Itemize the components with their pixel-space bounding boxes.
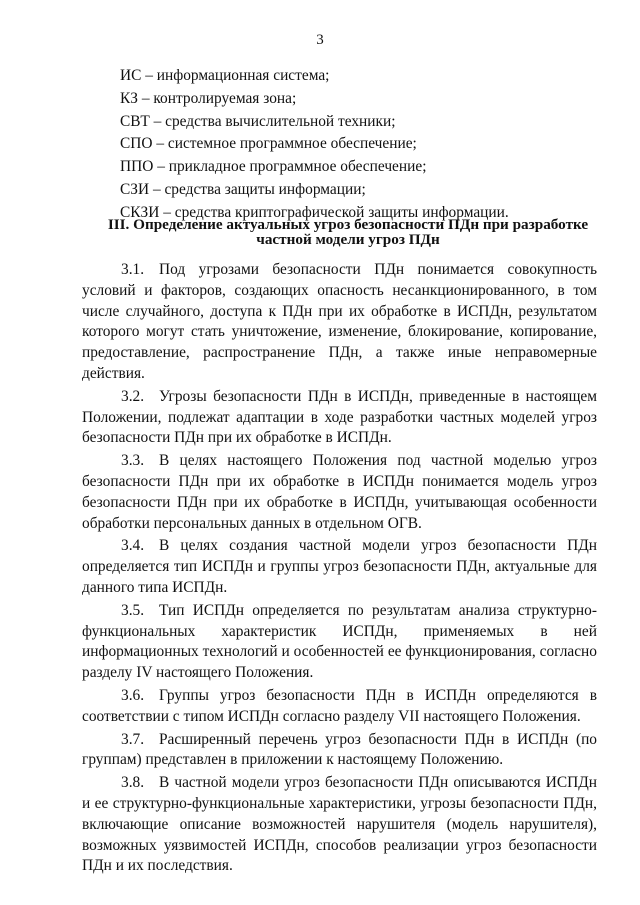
paragraph [82, 260, 597, 385]
paragraph [82, 730, 597, 772]
paragraph-text: Под угрозами безопасности ПДн понимается совокупность условий и факторов, создающих опасность несанкционированного, в том числе случайного, доступа к ПДн при их обработке в ИСПДн, результатом которого могут стать уничтожение, изменение, блокирование, копирование, предоставление, распространение ПДн, а также иные неправомерные действия. [82, 261, 597, 382]
paragraph-text: Угрозы безопасности ПДн в ИСПДн, приведенные в настоящем Положении, подлежат адаптации в ходе разработки частных моделей угроз безопасности ПДн при их обработке в ИСПДн. [82, 387, 597, 447]
paragraph-number: 3.8. [121, 774, 145, 792]
paragraph-number: 3.6. [121, 686, 145, 704]
paragraph-number: 3.1. [121, 261, 145, 278]
abbreviation-item: ППО – прикладное программное обеспечение; [120, 158, 427, 176]
section-body [82, 260, 597, 879]
paragraph [82, 536, 597, 598]
paragraph-number: 3.5. [121, 601, 145, 619]
paragraph-number: 3.3. [121, 452, 145, 470]
abbreviation-item: СПО – системное программное обеспечение; [120, 135, 417, 153]
paragraph [82, 601, 597, 684]
abbreviation-item: СЗИ – средства защиты информации; [120, 180, 366, 198]
paragraph-text: Тип ИСПДн определяется по результатам анализа структурно-функциональных характеристик ИСПДн, применяемых в ней информационных технологий и особенностей ее функционирования, согласно разделу IV настоящего Положения. [82, 601, 597, 682]
section-heading [98, 218, 598, 248]
paragraph-text: В частной модели угроз безопасности ПДн описываются ИСПДн и ее структурно-функциональные характеристики, угрозы безопасности ПДн, включающие описание возможностей нарушителя (модель нарушителя), возможных уязвимостей ИСПДн, способов реализации угроз безопасности ПДн и их последствия. [82, 774, 597, 875]
paragraph-number: 3.7. [121, 730, 145, 748]
page-number: 3 [316, 32, 324, 48]
abbreviation-item: СВТ – средства вычислительной техники; [120, 112, 396, 130]
section-heading-line: III. Определение актуальных угроз безопасности ПДн при разработке [107, 216, 589, 233]
paragraph [82, 451, 597, 534]
paragraph-text: В целях создания частной модели угроз безопасности ПДн определяется тип ИСПДн и группы угроз безопасности ПДн, актуальные для данного типа ИСПДн. [82, 537, 597, 596]
abbreviation-item: СКЗИ – средства криптографической защиты информации. [120, 203, 509, 221]
paragraph-number: 3.2. [121, 387, 145, 405]
abbreviation-item: ИС – информационная система; [120, 67, 330, 84]
paragraph-text: Расширенный перечень угроз безопасности ПДн в ИСПДн (по группам) представлен в приложении к настоящему Положению. [82, 730, 597, 769]
paragraph [82, 387, 597, 449]
paragraph-number: 3.4. [121, 537, 145, 555]
paragraph-text: Группы угроз безопасности ПДн в ИСПДн определяются в соответствии с типом ИСПДн согласно разделу VII настоящего Положения. [82, 686, 597, 725]
abbreviation-list [120, 65, 590, 225]
paragraph-text: В целях настоящего Положения под частной моделью угроз безопасности ПДн при их обработке в ИСПДн понимается модель угроз безопасности ПДн при их обработке в ИСПДн, учитывающая особенности обработки персональных данных в отдельном ОГВ. [82, 452, 597, 532]
abbreviation-item: КЗ – контролируемая зона; [120, 89, 297, 107]
section-heading-line: частной модели угроз ПДн [256, 230, 440, 248]
paragraph [82, 773, 597, 877]
paragraph [82, 686, 597, 728]
